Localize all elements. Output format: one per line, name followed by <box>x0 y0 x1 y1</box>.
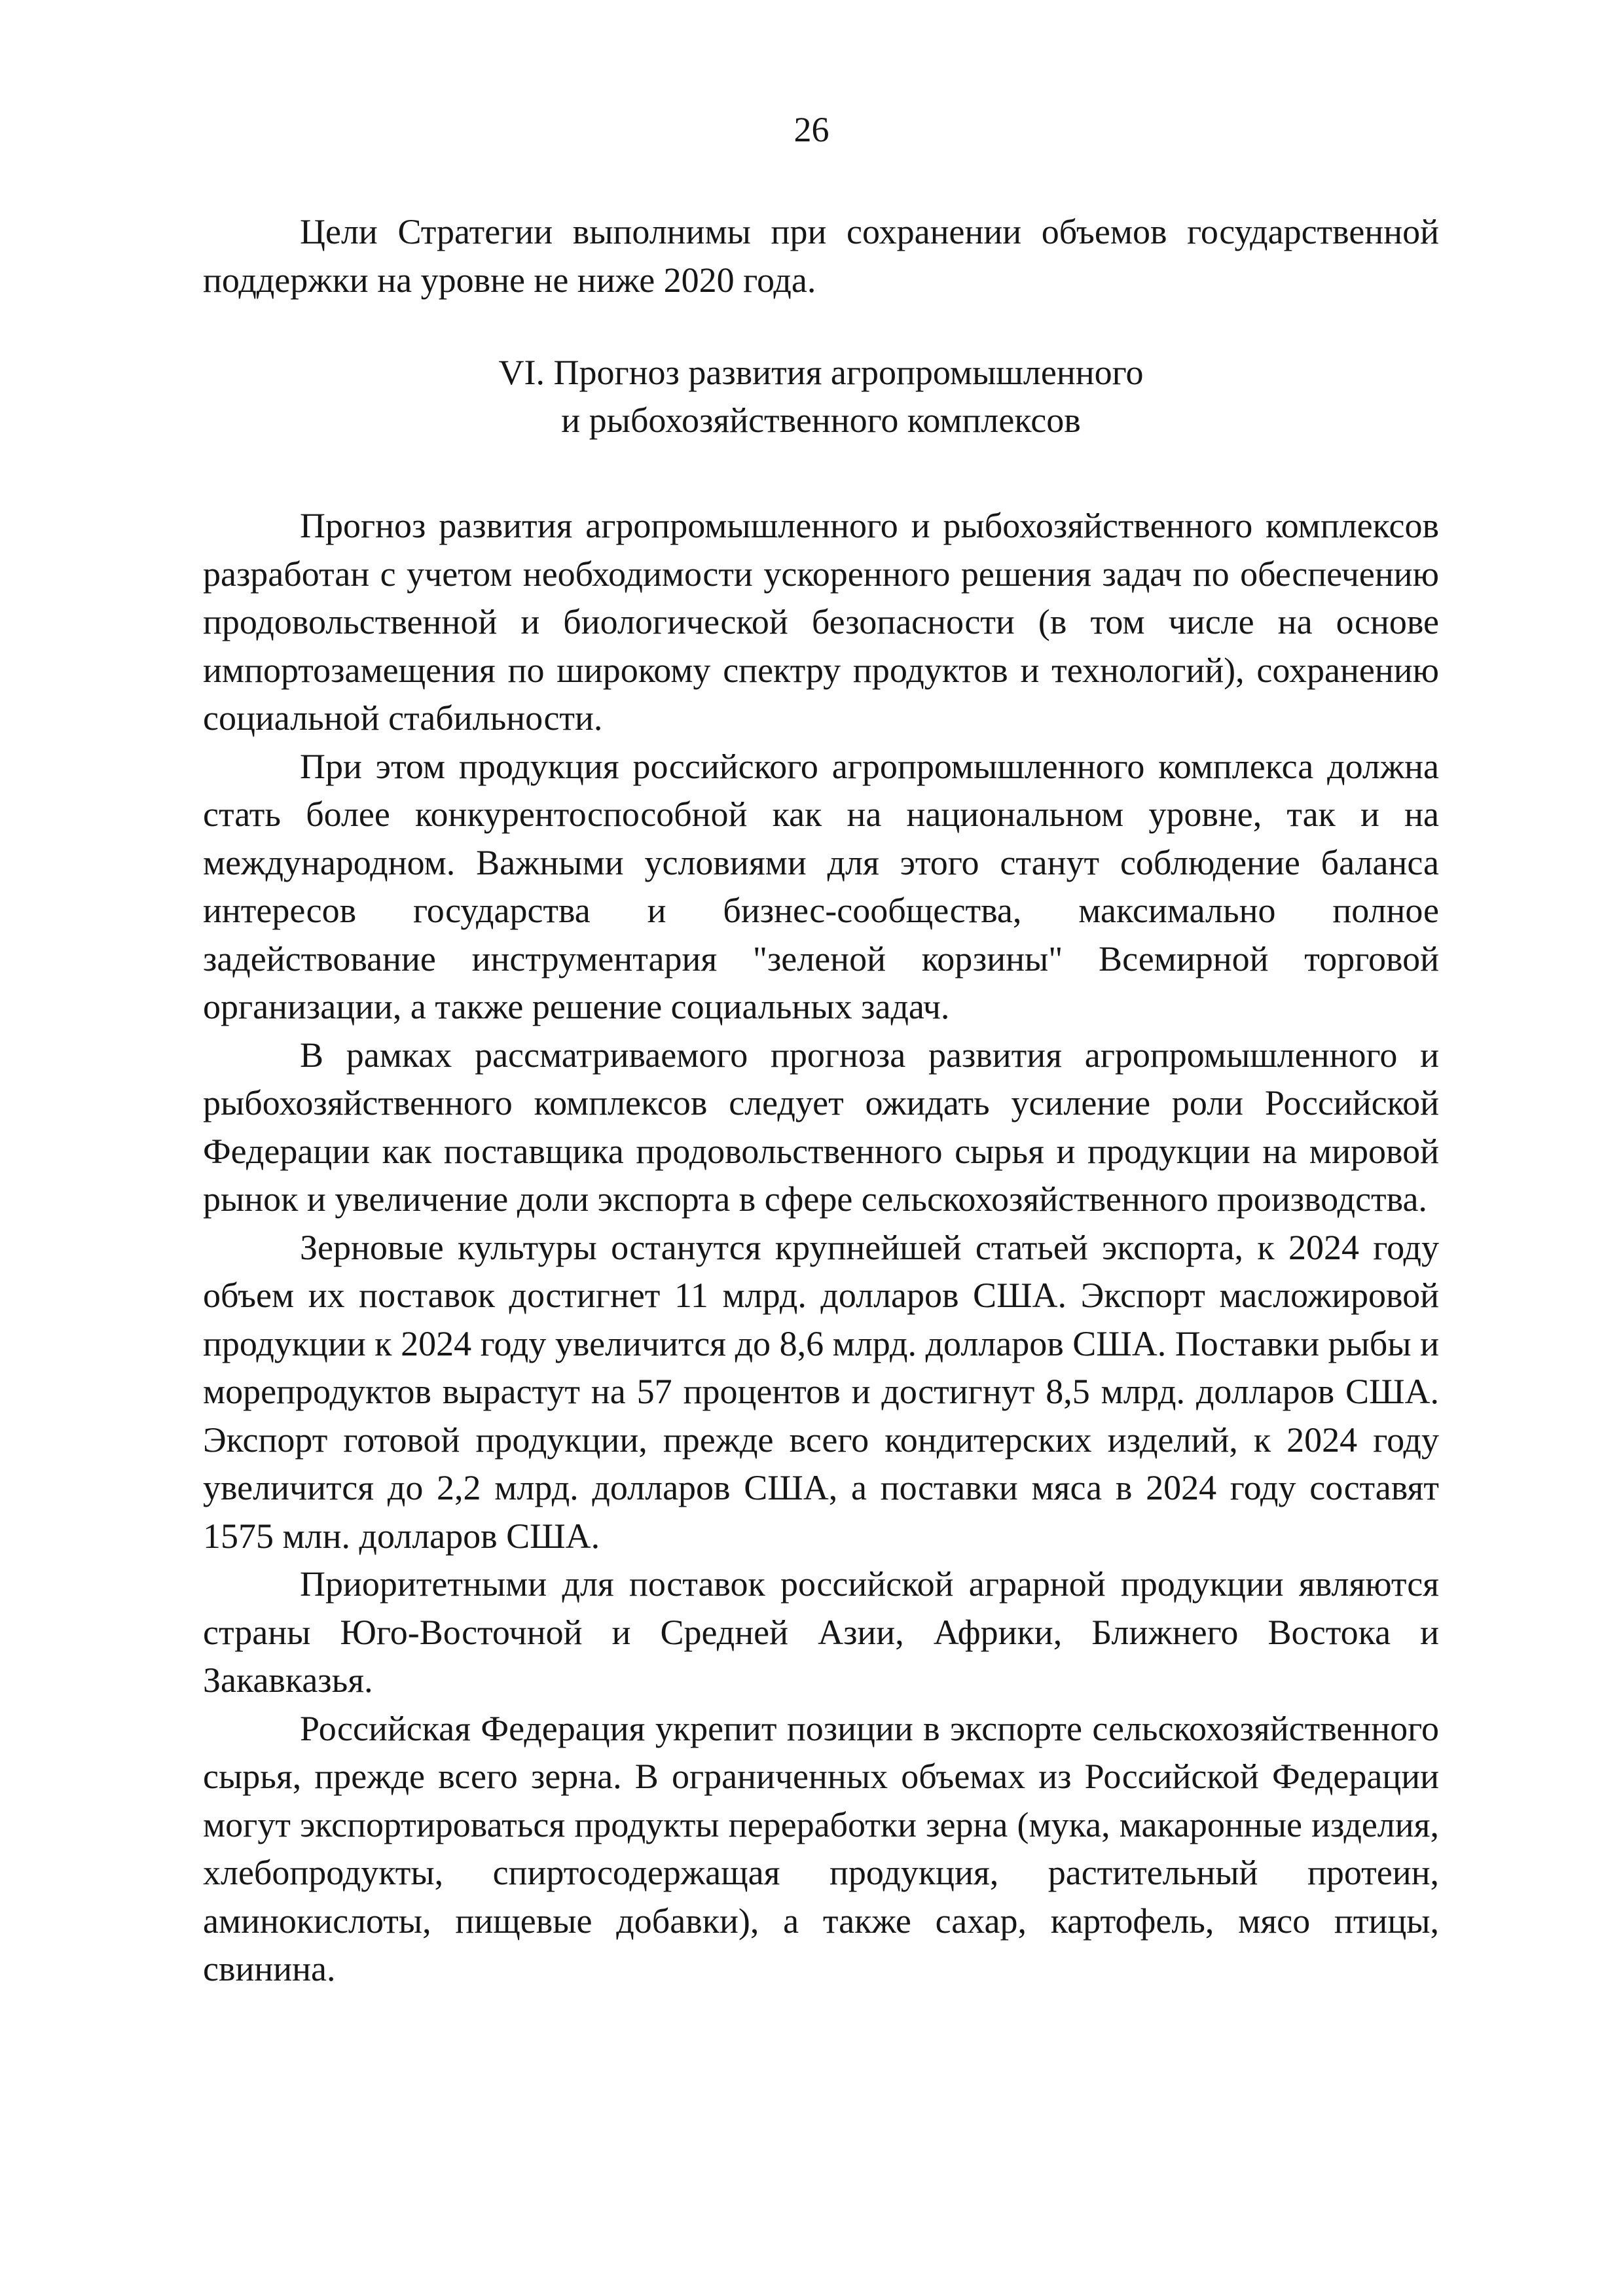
page-content <box>203 208 1439 1994</box>
paragraph-export-role: В рамках рассматриваемого прогноза развития агропромышленного и рыбохозяйственного комплексов следует ожидать усиление роли Российской Федерации как поставщика продовольственного сырья и продукции на мировой рынок и увеличение доли экспорта в сфере сельскохозяйственного производства. <box>203 1035 1439 1219</box>
section-heading <box>203 349 1439 444</box>
paragraph-export-figures: Зерновые культуры останутся крупнейшей статьей экспорта, к 2024 году объем их поставок достигнет 11 млрд. долларов США. Экспорт масложировой продукции к 2024 году увеличится до 8,6 млрд. долларов США. Поставки рыбы и морепродуктов вырастут на 57 процентов и достигнут 8,5 млрд. долларов США. Экспорт готовой продукции, прежде всего кондитерских изделий, к 2024 году увеличится до 2,2 млрд. долларов США, а поставки мяса в 2024 году составят 1575 млн. долларов США. <box>203 1227 1439 1556</box>
paragraph-raw-exports: Российская Федерация укрепит позиции в экспорте сельскохозяйственного сырья, прежде всего зерна. В ограниченных объемах из Российской Федерации могут экспортироваться продукты переработки зерна (мука, макаронные изделия, хлебопродукты, спиртосодержащая продукция, растительный протеин, аминокислоты, пищевые добавки), а также сахар, картофель, мясо птицы, свинина. <box>203 1708 1439 1988</box>
intro-paragraph: Цели Стратегии выполнимы при сохранении объемов государственной поддержки на уровне не ниже 2020 года. <box>203 212 1439 300</box>
paragraph-competitiveness: При этом продукция российского агропромышленного комплекса должна стать более конкурентоспособной как на национальном уровне, так и на международном. Важными условиями для этого станут соблюдение баланса интересов государства и бизнес-сообщества, максимально полное задействование инструментария "зеленой корзины" Всемирной торговой организации, а также решение социальных задач. <box>203 746 1439 1026</box>
page-number: 26 <box>793 110 830 149</box>
paragraph-forecast-basis: Прогноз развития агропромышленного и рыбохозяйственного комплексов разработан с учетом необходимости ускоренного решения задач по обеспечению продовольственной и биологической безопасности (в том числе на основе импортозамещения по широкому спектру продуктов и технологий), сохранению социальной стабильности. <box>203 506 1439 738</box>
paragraph-priority-countries: Приоритетными для поставок российской аграрной продукции являются страны Юго-Восточной и Средней Азии, Африки, Ближнего Востока и Закавказья. <box>203 1564 1439 1700</box>
section-heading-line-1: VI. Прогноз развития агропромышленного <box>498 353 1144 392</box>
section-heading-line-2: и рыбохозяйственного комплексов <box>561 401 1081 440</box>
